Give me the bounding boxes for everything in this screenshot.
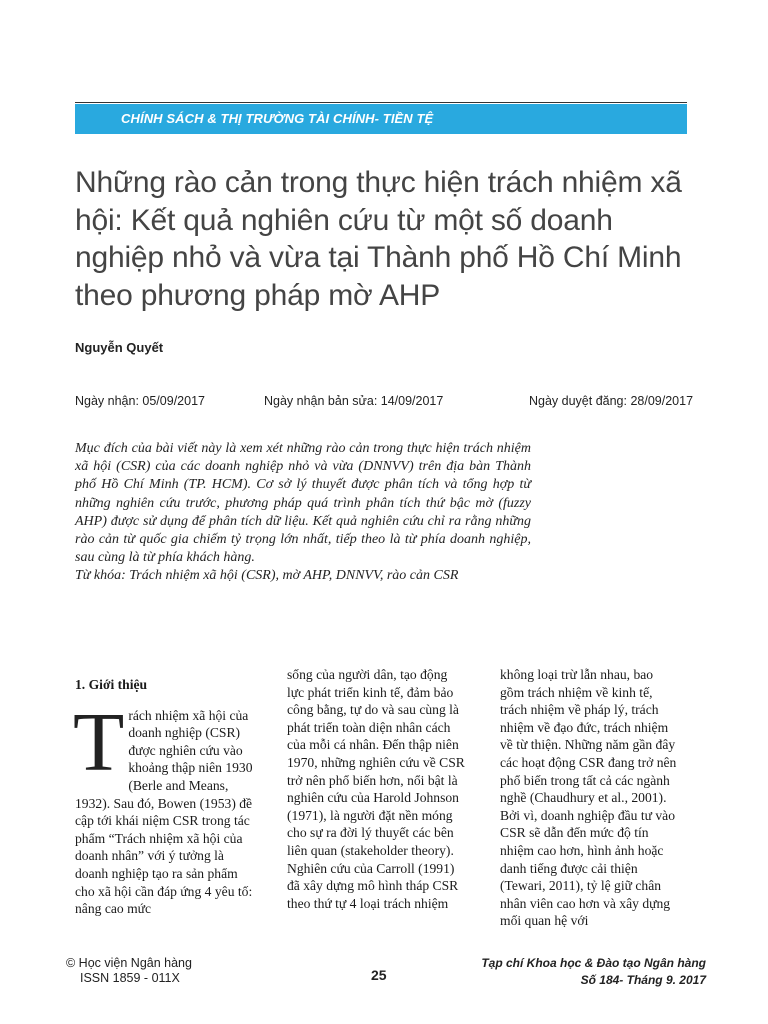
footer-right [481, 955, 706, 989]
intro-paragraph [73, 695, 253, 918]
journal-name: Tạp chí Khoa học & Đào tạo Ngân hàng [481, 956, 706, 970]
author-name: Nguyễn Quyết [75, 340, 164, 355]
column-2-text: sống của người dân, tạo động lực phát triển kinh tế, đảm bảo công bằng, tự do và sau cùng là phát triển toàn diện nhân cách của mỗi cá nhân. Đến thập niên 1970, những nghiên cứu về CSR trở nên phổ biến hơn, nổi bật là nghiên cứu của Harold Johnson (1971), là người đặt nền móng cho sự ra đời lý thuyết các bên liên quan (stakeholder theory). Nghiên cứu của Carroll (1991) đã xây dựng mô hình tháp CSR theo thứ tự 4 loại trách nhiệm [287, 667, 465, 911]
date-received: Ngày nhận: 05/09/2017 [75, 394, 205, 408]
section-heading: 1. Giới thiệu [75, 677, 148, 692]
footer-left [66, 956, 192, 986]
top-rule [75, 102, 687, 103]
body-column-3 [500, 666, 678, 930]
issn: ISSN 1859 - 011X [80, 971, 180, 985]
page-number: 25 [371, 967, 387, 983]
column-3-text: không loại trừ lẫn nhau, bao gồm trách nhiệm về kinh tế, trách nhiệm về pháp lý, trách nhiệm về đạo đức, trách nhiệm về từ thiện. Những năm gần đây các hoạt động CSR đang trở nên phổ biến trong tất cả các ngành nghề (Chaudhury et al., 2001). Bởi vì, doanh nghiệp đầu tư vào CSR sẽ dẫn đến mức độ tín nhiệm cao hơn, hình ảnh hoặc danh tiếng được cải thiện (Tewari, 2011), tỷ lệ giữ chân nhân viên cao hơn và xây dựng mối quan hệ với [500, 667, 677, 929]
issue-info: Số 184- Tháng 9. 2017 [580, 973, 706, 987]
date-revised: Ngày nhận bản sửa: 14/09/2017 [264, 394, 444, 408]
article-title: Những rào cản trong thực hiện trách nhiệm xã hội: Kết quả nghiên cứu từ một số doanh nghiệp nhỏ và vừa tại Thành phố Hồ Chí Minh theo phương pháp mờ AHP [75, 166, 682, 312]
column-1-text: rách nhiệm xã hội của doanh nghiệp (CSR) được nghiên cứu vào khoảng thập niên 1930 (Berle and Means, 1932). Sau đó, Bowen (1953) đề cập tới khái niệm CSR trong tác phẩm “Trách nhiệm xã hội của doanh nhân” với ý tưởng là doanh nghiệp tạo ra sản phẩm cho xã hội cần đáp ứng 4 yêu tố: nâng cao mức [75, 707, 253, 917]
body-column-2 [287, 666, 465, 912]
keywords: Từ khóa: Trách nhiệm xã hội (CSR), mờ AHP, DNNVV, rào cản CSR [75, 568, 459, 584]
abstract-text: Mục đích của bài viết này là xem xét những rào cản trong thực hiện trách nhiệm xã hội (CSR) của các doanh nghiệp nhỏ và vừa (DNNVV) trên địa bàn Thành phố Hồ Chí Minh (TP. HCM). Cơ sở lý thuyết được phân tích và tổng hợp từ những nghiên cứu trước, phương pháp quá trình phân tích thứ bậc mờ (fuzzy AHP) được sử dụng để phân tích dữ liệu. Kết quả nghiên cứu chỉ ra rằng những rào cản từ quốc gia chiếm tỷ trọng lớn nhất, tiếp theo là từ phía doanh nghiệp, sau cùng là từ phía khách hàng. [75, 441, 531, 566]
publisher: © Học viện Ngân hàng [66, 956, 192, 970]
abstract [75, 440, 531, 586]
body-column-1 [75, 666, 253, 918]
section-banner: CHÍNH SÁCH & THỊ TRƯỜNG TÀI CHÍNH- TIỀN TỆ [75, 104, 687, 134]
dropcap: T [73, 695, 125, 789]
date-accepted: Ngày duyệt đăng: 28/09/2017 [529, 394, 694, 408]
